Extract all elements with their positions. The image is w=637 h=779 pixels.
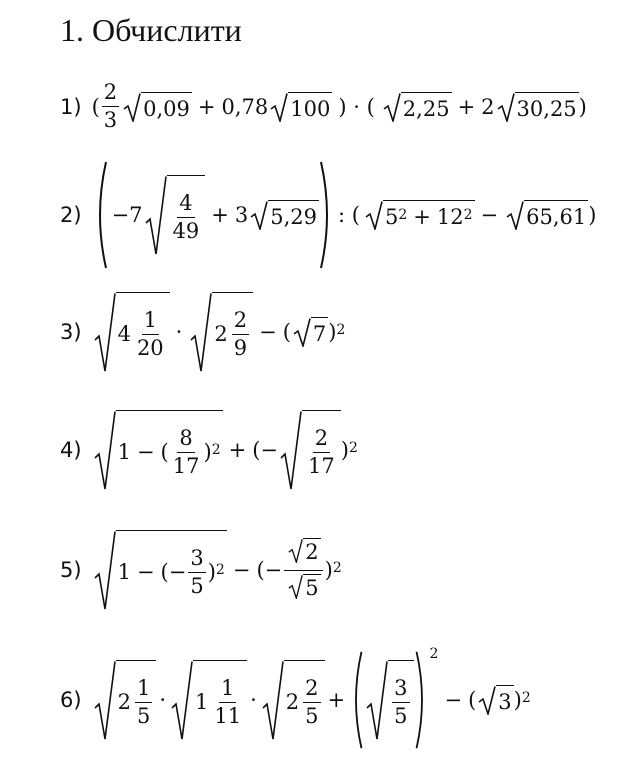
fraction (102, 82, 119, 131)
radical-icon (506, 200, 524, 230)
term: 1 (117, 440, 131, 464)
square-root (383, 92, 452, 122)
radical-icon (280, 410, 302, 490)
paren: (− (160, 560, 187, 584)
numerator: 2 (303, 678, 320, 703)
numerator: 1 (219, 678, 236, 703)
coefficient: 3 (234, 203, 249, 227)
radical-icon (94, 292, 116, 372)
radicand: 5,29 (268, 200, 319, 230)
radical-icon (366, 660, 388, 740)
radical-icon (171, 660, 193, 740)
paren: ( (282, 320, 291, 344)
radicand (116, 660, 157, 740)
operator: − (136, 560, 155, 584)
problem-4 (60, 410, 358, 490)
radical-icon (94, 660, 116, 740)
radicand: 100 (288, 92, 332, 122)
square-root (270, 92, 332, 122)
whole-part: 1 (195, 690, 209, 714)
problem-number: 5) (60, 558, 82, 582)
square-root (288, 538, 320, 563)
radical-icon (190, 292, 212, 372)
radical-icon (288, 574, 303, 599)
radicand: 2 (305, 539, 319, 564)
mixed-number (195, 675, 245, 728)
left-paren-icon (92, 160, 108, 270)
denominator: 5 (136, 703, 151, 728)
square-root (145, 175, 206, 255)
problem-1 (60, 82, 587, 131)
numerator (284, 538, 322, 571)
paren: ( (91, 94, 100, 119)
square-root (94, 292, 170, 372)
numerator: 2 (232, 310, 249, 335)
fraction (232, 307, 249, 360)
radical-icon (123, 92, 141, 122)
radical-icon (478, 685, 496, 715)
paren: ( (468, 688, 477, 712)
radicand: 5 (305, 575, 319, 600)
right-paren-icon (414, 650, 430, 750)
base: 12 (436, 205, 464, 229)
page-title: 1. Обчислити (60, 12, 242, 48)
paren: ) (324, 558, 333, 582)
problem-5 (60, 530, 342, 610)
square-root (94, 530, 227, 610)
denominator: 5 (190, 573, 204, 598)
exponent: 2 (211, 442, 221, 458)
square-root (171, 660, 247, 740)
fraction (171, 190, 202, 243)
numerator: 8 (177, 428, 194, 453)
radicand (212, 292, 253, 372)
radical-icon (270, 92, 288, 122)
denominator: 49 (172, 218, 200, 243)
radical-icon (497, 92, 515, 122)
left-paren-icon (348, 650, 364, 750)
radical-icon (94, 530, 116, 610)
expression (92, 530, 342, 610)
operator: + (413, 205, 431, 229)
expression (92, 160, 597, 270)
numerator: 4 (177, 193, 194, 218)
denominator: 17 (308, 453, 335, 478)
operator: + (228, 438, 247, 462)
fraction (392, 675, 409, 728)
operator: − (136, 440, 155, 464)
paren: ) (588, 203, 597, 227)
numerator: 3 (392, 678, 409, 703)
exponent: 2 (429, 646, 439, 662)
square-root (250, 200, 319, 230)
radicand (116, 410, 223, 490)
problem-2 (60, 160, 596, 270)
fraction (188, 545, 205, 598)
radicand (116, 530, 227, 610)
radicand (383, 200, 475, 230)
radicand (167, 175, 206, 255)
fraction (306, 425, 337, 478)
exponent: 2 (348, 440, 358, 456)
problem-number: 4) (60, 438, 82, 462)
radical-icon (94, 410, 116, 490)
square-root (262, 660, 325, 740)
expression (92, 292, 346, 372)
operator: + (457, 94, 476, 119)
radical-icon (145, 175, 167, 255)
expression (92, 82, 587, 131)
exponent: 2 (215, 562, 225, 578)
square-root (506, 200, 588, 230)
fraction (303, 675, 320, 728)
operator: − (444, 688, 463, 712)
radicand: 3 (496, 685, 513, 715)
denominator: 9 (233, 335, 248, 360)
radical-icon (383, 92, 401, 122)
numerator: 1 (135, 678, 152, 703)
square-root (190, 292, 253, 372)
whole-part: 4 (117, 322, 131, 346)
paren: ) (340, 438, 349, 462)
denominator: 5 (394, 703, 408, 728)
square-root (123, 92, 192, 122)
operator: + (197, 94, 216, 119)
square-root (497, 92, 579, 122)
operator: − (480, 203, 499, 227)
term: 1 (117, 560, 131, 584)
paren: ( (160, 440, 169, 464)
exponent: 2 (336, 322, 346, 338)
radicand (302, 410, 341, 490)
paren: (− (252, 438, 279, 462)
whole-part: 2 (214, 322, 228, 346)
denominator: 11 (214, 703, 242, 728)
operator: · (159, 688, 166, 712)
radicand: 2,25 (401, 92, 452, 122)
fraction (171, 425, 202, 478)
square-root (293, 317, 328, 347)
operator: + (211, 203, 229, 227)
radical-icon (250, 200, 268, 230)
problem-6 (60, 646, 531, 750)
square-root (288, 574, 320, 599)
radicand: 30,25 (515, 92, 579, 122)
square-root (94, 410, 223, 490)
paren: ) (513, 688, 522, 712)
radical-icon (288, 538, 303, 563)
numerator: 3 (188, 548, 205, 573)
problem-number: 1) (60, 94, 82, 119)
coefficient: −7 (111, 203, 143, 227)
whole-part: 2 (285, 690, 300, 714)
square-root (478, 685, 513, 715)
problem-number: 2) (60, 203, 82, 227)
operator: ) · ( (338, 94, 375, 119)
fraction (135, 675, 152, 728)
fraction (212, 675, 243, 728)
whole-part: 2 (117, 690, 131, 714)
radicand: 0,09 (141, 92, 192, 122)
radicand: 7 (311, 317, 328, 347)
operator: : ( (338, 203, 360, 227)
denominator: 17 (172, 453, 200, 478)
denominator: 3 (103, 108, 118, 132)
radicand (116, 292, 170, 372)
base: 5 (384, 205, 399, 229)
numerator: 2 (102, 82, 119, 107)
square-root (365, 200, 475, 230)
operator: · (250, 688, 257, 712)
right-paren-icon (319, 160, 335, 270)
denominator: 20 (136, 335, 164, 360)
exponent: 2 (521, 690, 531, 706)
radicand (193, 660, 247, 740)
operator: + (327, 688, 346, 712)
operator: − (232, 558, 251, 582)
mixed-number (117, 675, 155, 728)
mixed-number (285, 675, 323, 728)
radical-icon (365, 200, 383, 230)
problem-number: 6) (60, 688, 82, 712)
mixed-number (214, 307, 251, 360)
coefficient: 2 (481, 94, 495, 119)
square-root (280, 410, 341, 490)
operator: − (259, 320, 277, 344)
paren: ) (203, 440, 212, 464)
square-root (94, 660, 157, 740)
fraction (284, 538, 322, 603)
expression (92, 410, 358, 490)
paren: (− (256, 558, 283, 582)
mixed-number (117, 307, 168, 360)
exponent: 2 (332, 560, 342, 576)
operator: · (175, 320, 183, 344)
paren: ) (328, 320, 337, 344)
radicand: 65,61 (524, 200, 588, 230)
exponent: 2 (463, 207, 473, 223)
numerator: 1 (142, 310, 159, 335)
paren: ) (578, 94, 587, 119)
problem-3 (60, 292, 345, 372)
numerator: 2 (313, 428, 330, 453)
expression (92, 646, 531, 750)
denominator (284, 571, 322, 603)
radical-icon (293, 317, 311, 347)
paren: ) (207, 560, 216, 584)
fraction (135, 307, 166, 360)
square-root (366, 660, 413, 740)
radicand (284, 660, 325, 740)
denominator: 5 (305, 703, 319, 728)
radicand (388, 660, 413, 740)
problem-number: 3) (60, 320, 82, 344)
radical-icon (262, 660, 284, 740)
coefficient: 0,78 (221, 94, 269, 119)
exponent: 2 (398, 207, 408, 223)
